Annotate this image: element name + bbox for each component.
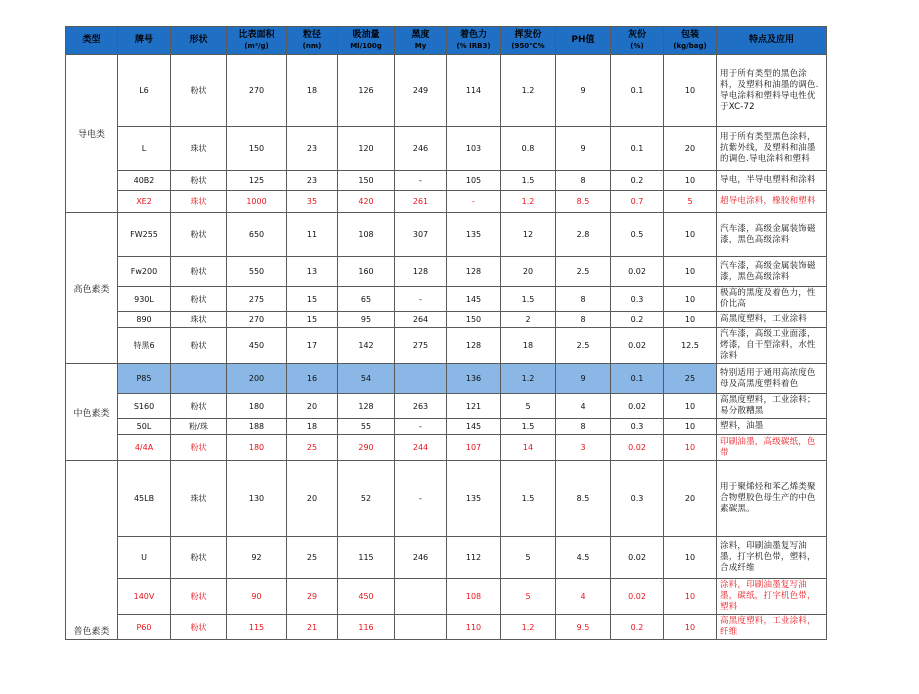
feature-cell: 塑料，油墨 <box>717 419 827 435</box>
volatile-cell: 5 <box>501 394 556 419</box>
table-row <box>66 364 827 394</box>
table-row <box>66 328 827 364</box>
blackness-cell: - <box>395 171 447 191</box>
tint-strength-cell: 136 <box>447 364 501 394</box>
blackness-cell: - <box>395 461 447 537</box>
feature-cell: 汽车漆，高级金属装饰磁漆，黑色高级涂料 <box>717 213 827 257</box>
shape-cell: 粉状 <box>171 537 227 579</box>
feature-cell: 汽车漆，高级工业面漆，烤漆，自干型涂料，水性涂料 <box>717 328 827 364</box>
oil-absorption-cell: 142 <box>338 328 395 364</box>
column-header <box>664 27 717 55</box>
particle-size-cell: 16 <box>287 364 338 394</box>
tint-strength-cell: 135 <box>447 461 501 537</box>
column-header-label: PH值 <box>571 35 595 45</box>
tint-strength-cell: 103 <box>447 127 501 171</box>
volatile-cell: 0.8 <box>501 127 556 171</box>
feature-cell: 极高的黑度及着色力，性价比高 <box>717 287 827 312</box>
ph-cell: 9 <box>556 55 611 127</box>
volatile-cell: 5 <box>501 579 556 615</box>
column-header <box>717 27 827 55</box>
table-row <box>66 394 827 419</box>
tint-strength-cell: 121 <box>447 394 501 419</box>
blackness-cell: 246 <box>395 537 447 579</box>
feature-cell: 用于所有类型黑色涂料，抗紫外线，及塑料和油墨的调色.导电涂料和塑料 <box>717 127 827 171</box>
ash-cell: 0.02 <box>611 435 664 461</box>
shape-cell: 粉状 <box>171 287 227 312</box>
particle-size-cell: 17 <box>287 328 338 364</box>
surface-area-cell: 115 <box>227 615 287 640</box>
packaging-cell: 25 <box>664 364 717 394</box>
surface-area-cell: 180 <box>227 394 287 419</box>
grade-cell: 4/4A <box>118 435 171 461</box>
column-header <box>395 27 447 55</box>
column-header <box>287 27 338 55</box>
packaging-cell: 10 <box>664 213 717 257</box>
packaging-cell: 10 <box>664 394 717 419</box>
shape-cell: 粉状 <box>171 171 227 191</box>
ash-cell: 0.3 <box>611 419 664 435</box>
table-row <box>66 435 827 461</box>
oil-absorption-cell: 420 <box>338 191 395 213</box>
feature-cell: 印刷油墨，高级碳纸，色带 <box>717 435 827 461</box>
particle-size-cell: 20 <box>287 461 338 537</box>
blackness-cell <box>395 579 447 615</box>
oil-absorption-cell: 65 <box>338 287 395 312</box>
packaging-cell: 5 <box>664 191 717 213</box>
grade-cell: 890 <box>118 312 171 328</box>
ash-cell: 0.3 <box>611 461 664 537</box>
tint-strength-cell: 110 <box>447 615 501 640</box>
feature-cell: 高黑度塑料，工业涂料；易分散糟黑 <box>717 394 827 419</box>
tint-strength-cell: 107 <box>447 435 501 461</box>
shape-cell: 珠状 <box>171 191 227 213</box>
shape-cell: 粉状 <box>171 257 227 287</box>
particle-size-cell: 20 <box>287 394 338 419</box>
volatile-cell: 1.2 <box>501 615 556 640</box>
surface-area-cell: 90 <box>227 579 287 615</box>
column-header-label: 吸油量 <box>352 29 380 40</box>
ph-cell: 8 <box>556 419 611 435</box>
packaging-cell: 20 <box>664 127 717 171</box>
volatile-cell: 18 <box>501 328 556 364</box>
column-header-label: 比表面积 <box>238 29 275 40</box>
table-row <box>66 213 827 257</box>
table-row <box>66 579 827 615</box>
packaging-cell: 20 <box>664 461 717 537</box>
shape-cell <box>171 364 227 394</box>
ash-cell: 0.02 <box>611 328 664 364</box>
tint-strength-cell: 112 <box>447 537 501 579</box>
feature-cell: 特别适用于通用高浓度色母及高黑度塑料着色 <box>717 364 827 394</box>
particle-size-cell: 11 <box>287 213 338 257</box>
table-row <box>66 287 827 312</box>
column-header-unit: Ml/100g <box>350 41 382 50</box>
shape-cell: 粉状 <box>171 328 227 364</box>
grade-cell: 45LB <box>118 461 171 537</box>
blackness-cell: 246 <box>395 127 447 171</box>
blackness-cell: 249 <box>395 55 447 127</box>
volatile-cell: 1.5 <box>501 419 556 435</box>
oil-absorption-cell: 108 <box>338 213 395 257</box>
column-header-label: 特点及应用 <box>748 35 794 45</box>
shape-cell: 珠状 <box>171 312 227 328</box>
column-header-unit: (950℃% <box>511 41 545 50</box>
shape-cell: 粉/珠 <box>171 419 227 435</box>
ph-cell: 9 <box>556 127 611 171</box>
column-header-label: 黑度 <box>411 29 430 40</box>
column-header <box>611 27 664 55</box>
particle-size-cell: 23 <box>287 171 338 191</box>
ash-cell: 0.02 <box>611 257 664 287</box>
ash-cell: 0.7 <box>611 191 664 213</box>
ash-cell: 0.5 <box>611 213 664 257</box>
column-header <box>171 27 227 55</box>
column-header-label: 包装 <box>680 29 699 40</box>
column-header <box>338 27 395 55</box>
grade-cell: 40B2 <box>118 171 171 191</box>
grade-cell: P85 <box>118 364 171 394</box>
column-header-unit: (kg/bag) <box>673 41 707 50</box>
volatile-cell: 2 <box>501 312 556 328</box>
table-row <box>66 257 827 287</box>
oil-absorption-cell: 115 <box>338 537 395 579</box>
surface-area-cell: 650 <box>227 213 287 257</box>
carbon-black-spec-table <box>65 26 827 640</box>
grade-cell: 140V <box>118 579 171 615</box>
particle-size-cell: 21 <box>287 615 338 640</box>
ash-cell: 0.02 <box>611 537 664 579</box>
packaging-cell: 10 <box>664 537 717 579</box>
ph-cell: 3 <box>556 435 611 461</box>
column-header-unit: My <box>414 41 427 50</box>
grade-cell: 特黑6 <box>118 328 171 364</box>
packaging-cell: 10 <box>664 579 717 615</box>
surface-area-cell: 1000 <box>227 191 287 213</box>
shape-cell: 粉状 <box>171 579 227 615</box>
category-cell: 高色素类 <box>66 213 118 364</box>
ph-cell: 2.8 <box>556 213 611 257</box>
volatile-cell: 20 <box>501 257 556 287</box>
grade-cell: FW255 <box>118 213 171 257</box>
packaging-cell: 10 <box>664 435 717 461</box>
blackness-cell: 128 <box>395 257 447 287</box>
grade-cell: 50L <box>118 419 171 435</box>
shape-cell: 粉状 <box>171 213 227 257</box>
ph-cell: 4 <box>556 394 611 419</box>
column-header-unit: (% IRB3) <box>456 41 491 50</box>
particle-size-cell: 13 <box>287 257 338 287</box>
particle-size-cell: 29 <box>287 579 338 615</box>
table-row <box>66 191 827 213</box>
ph-cell: 4 <box>556 579 611 615</box>
shape-cell: 粉状 <box>171 615 227 640</box>
shape-cell: 粉状 <box>171 435 227 461</box>
column-header-label: 灰份 <box>627 29 646 40</box>
volatile-cell: 1.5 <box>501 287 556 312</box>
oil-absorption-cell: 55 <box>338 419 395 435</box>
surface-area-cell: 275 <box>227 287 287 312</box>
feature-cell: 高黑度塑料，工业涂料，纤维 <box>717 615 827 640</box>
blackness-cell: 264 <box>395 312 447 328</box>
particle-size-cell: 15 <box>287 312 338 328</box>
oil-absorption-cell: 450 <box>338 579 395 615</box>
shape-cell: 珠状 <box>171 461 227 537</box>
ph-cell: 9 <box>556 364 611 394</box>
packaging-cell: 10 <box>664 171 717 191</box>
ash-cell: 0.2 <box>611 312 664 328</box>
ash-cell: 0.1 <box>611 364 664 394</box>
packaging-cell: 10 <box>664 55 717 127</box>
category-cell: 导电类 <box>66 55 118 213</box>
oil-absorption-cell: 126 <box>338 55 395 127</box>
table-row <box>66 419 827 435</box>
packaging-cell: 10 <box>664 257 717 287</box>
table-header-row <box>66 27 827 55</box>
ph-cell: 9.5 <box>556 615 611 640</box>
ash-cell: 0.3 <box>611 287 664 312</box>
blackness-cell: - <box>395 287 447 312</box>
table-row <box>66 461 827 537</box>
ph-cell: 8.5 <box>556 461 611 537</box>
ph-cell: 8 <box>556 287 611 312</box>
grade-cell: Fw200 <box>118 257 171 287</box>
oil-absorption-cell: 150 <box>338 171 395 191</box>
shape-cell: 珠状 <box>171 127 227 171</box>
shape-cell: 粉状 <box>171 55 227 127</box>
category-cell: 中色素类 <box>66 364 118 461</box>
grade-cell: L <box>118 127 171 171</box>
table-row <box>66 615 827 640</box>
ash-cell: 0.2 <box>611 615 664 640</box>
tint-strength-cell: 150 <box>447 312 501 328</box>
volatile-cell: 14 <box>501 435 556 461</box>
particle-size-cell: 35 <box>287 191 338 213</box>
volatile-cell: 5 <box>501 537 556 579</box>
tint-strength-cell: 108 <box>447 579 501 615</box>
ash-cell: 0.1 <box>611 127 664 171</box>
ph-cell: 2.5 <box>556 328 611 364</box>
oil-absorption-cell: 128 <box>338 394 395 419</box>
surface-area-cell: 130 <box>227 461 287 537</box>
packaging-cell: 12.5 <box>664 328 717 364</box>
column-header-label: 类型 <box>82 35 101 45</box>
feature-cell: 用于聚烯烃和苯乙烯类聚合物塑胶色母生产的中色素碳黑。 <box>717 461 827 537</box>
volatile-cell: 1.2 <box>501 364 556 394</box>
grade-cell: U <box>118 537 171 579</box>
surface-area-cell: 150 <box>227 127 287 171</box>
ash-cell: 0.1 <box>611 55 664 127</box>
blackness-cell: - <box>395 419 447 435</box>
column-header-label: 粒径 <box>302 29 321 40</box>
shape-cell: 粉状 <box>171 394 227 419</box>
oil-absorption-cell: 290 <box>338 435 395 461</box>
table-row <box>66 171 827 191</box>
packaging-cell: 10 <box>664 312 717 328</box>
tint-strength-cell: - <box>447 191 501 213</box>
feature-cell: 汽车漆，高级金属装饰磁漆，黑色高级涂料 <box>717 257 827 287</box>
ph-cell: 8 <box>556 312 611 328</box>
column-header <box>447 27 501 55</box>
ash-cell: 0.2 <box>611 171 664 191</box>
oil-absorption-cell: 160 <box>338 257 395 287</box>
oil-absorption-cell: 54 <box>338 364 395 394</box>
packaging-cell: 10 <box>664 615 717 640</box>
grade-cell: L6 <box>118 55 171 127</box>
surface-area-cell: 270 <box>227 312 287 328</box>
column-header <box>118 27 171 55</box>
blackness-cell: 307 <box>395 213 447 257</box>
tint-strength-cell: 145 <box>447 287 501 312</box>
feature-cell: 导电，半导电塑料和涂料 <box>717 171 827 191</box>
surface-area-cell: 550 <box>227 257 287 287</box>
column-header <box>556 27 611 55</box>
category-cell: 普色素类 <box>66 461 118 640</box>
ash-cell: 0.02 <box>611 579 664 615</box>
surface-area-cell: 180 <box>227 435 287 461</box>
ph-cell: 2.5 <box>556 257 611 287</box>
oil-absorption-cell: 52 <box>338 461 395 537</box>
packaging-cell: 10 <box>664 287 717 312</box>
grade-cell: S160 <box>118 394 171 419</box>
grade-cell: P60 <box>118 615 171 640</box>
table-row <box>66 127 827 171</box>
column-header-label: 着色力 <box>459 29 487 40</box>
table-row <box>66 312 827 328</box>
surface-area-cell: 200 <box>227 364 287 394</box>
tint-strength-cell: 135 <box>447 213 501 257</box>
volatile-cell: 1.2 <box>501 55 556 127</box>
blackness-cell: 263 <box>395 394 447 419</box>
tint-strength-cell: 128 <box>447 328 501 364</box>
particle-size-cell: 15 <box>287 287 338 312</box>
packaging-cell: 10 <box>664 419 717 435</box>
ash-cell: 0.02 <box>611 394 664 419</box>
column-header-label: 牌号 <box>134 35 153 45</box>
surface-area-cell: 450 <box>227 328 287 364</box>
grade-cell: 930L <box>118 287 171 312</box>
particle-size-cell: 23 <box>287 127 338 171</box>
tint-strength-cell: 145 <box>447 419 501 435</box>
volatile-cell: 1.5 <box>501 171 556 191</box>
oil-absorption-cell: 95 <box>338 312 395 328</box>
oil-absorption-cell: 120 <box>338 127 395 171</box>
feature-cell: 涂料，印刷油墨复写油墨，打字机色带，塑料，合成纤维 <box>717 537 827 579</box>
feature-cell: 涂料，印刷油墨复写油墨，碳纸，打字机色带，塑料 <box>717 579 827 615</box>
blackness-cell: 275 <box>395 328 447 364</box>
table-row <box>66 537 827 579</box>
tint-strength-cell: 105 <box>447 171 501 191</box>
surface-area-cell: 125 <box>227 171 287 191</box>
surface-area-cell: 270 <box>227 55 287 127</box>
particle-size-cell: 25 <box>287 435 338 461</box>
blackness-cell <box>395 364 447 394</box>
column-header <box>501 27 556 55</box>
tint-strength-cell: 114 <box>447 55 501 127</box>
particle-size-cell: 25 <box>287 537 338 579</box>
tint-strength-cell: 128 <box>447 257 501 287</box>
column-header <box>227 27 287 55</box>
particle-size-cell: 18 <box>287 419 338 435</box>
table-row <box>66 55 827 127</box>
ph-cell: 4.5 <box>556 537 611 579</box>
column-header-unit: (%) <box>630 41 644 50</box>
feature-cell: 超导电涂料，橡胶和塑料 <box>717 191 827 213</box>
feature-cell: 高黑度塑料，工业涂料 <box>717 312 827 328</box>
oil-absorption-cell: 116 <box>338 615 395 640</box>
column-header-unit: (m²/g) <box>244 41 269 50</box>
particle-size-cell: 18 <box>287 55 338 127</box>
ph-cell: 8.5 <box>556 191 611 213</box>
surface-area-cell: 188 <box>227 419 287 435</box>
ph-cell: 8 <box>556 171 611 191</box>
volatile-cell: 1.5 <box>501 461 556 537</box>
column-header-unit: (nm) <box>302 41 322 50</box>
blackness-cell <box>395 615 447 640</box>
blackness-cell: 261 <box>395 191 447 213</box>
volatile-cell: 12 <box>501 213 556 257</box>
grade-cell: XE2 <box>118 191 171 213</box>
column-header <box>66 27 118 55</box>
column-header-label: 挥发份 <box>514 29 542 40</box>
feature-cell: 用于所有类型的黑色涂料，及塑料和油墨的调色.导电涂料和塑料导电性优于XC-72 <box>717 55 827 127</box>
column-header-label: 形状 <box>189 35 208 45</box>
surface-area-cell: 92 <box>227 537 287 579</box>
volatile-cell: 1.2 <box>501 191 556 213</box>
blackness-cell: 244 <box>395 435 447 461</box>
